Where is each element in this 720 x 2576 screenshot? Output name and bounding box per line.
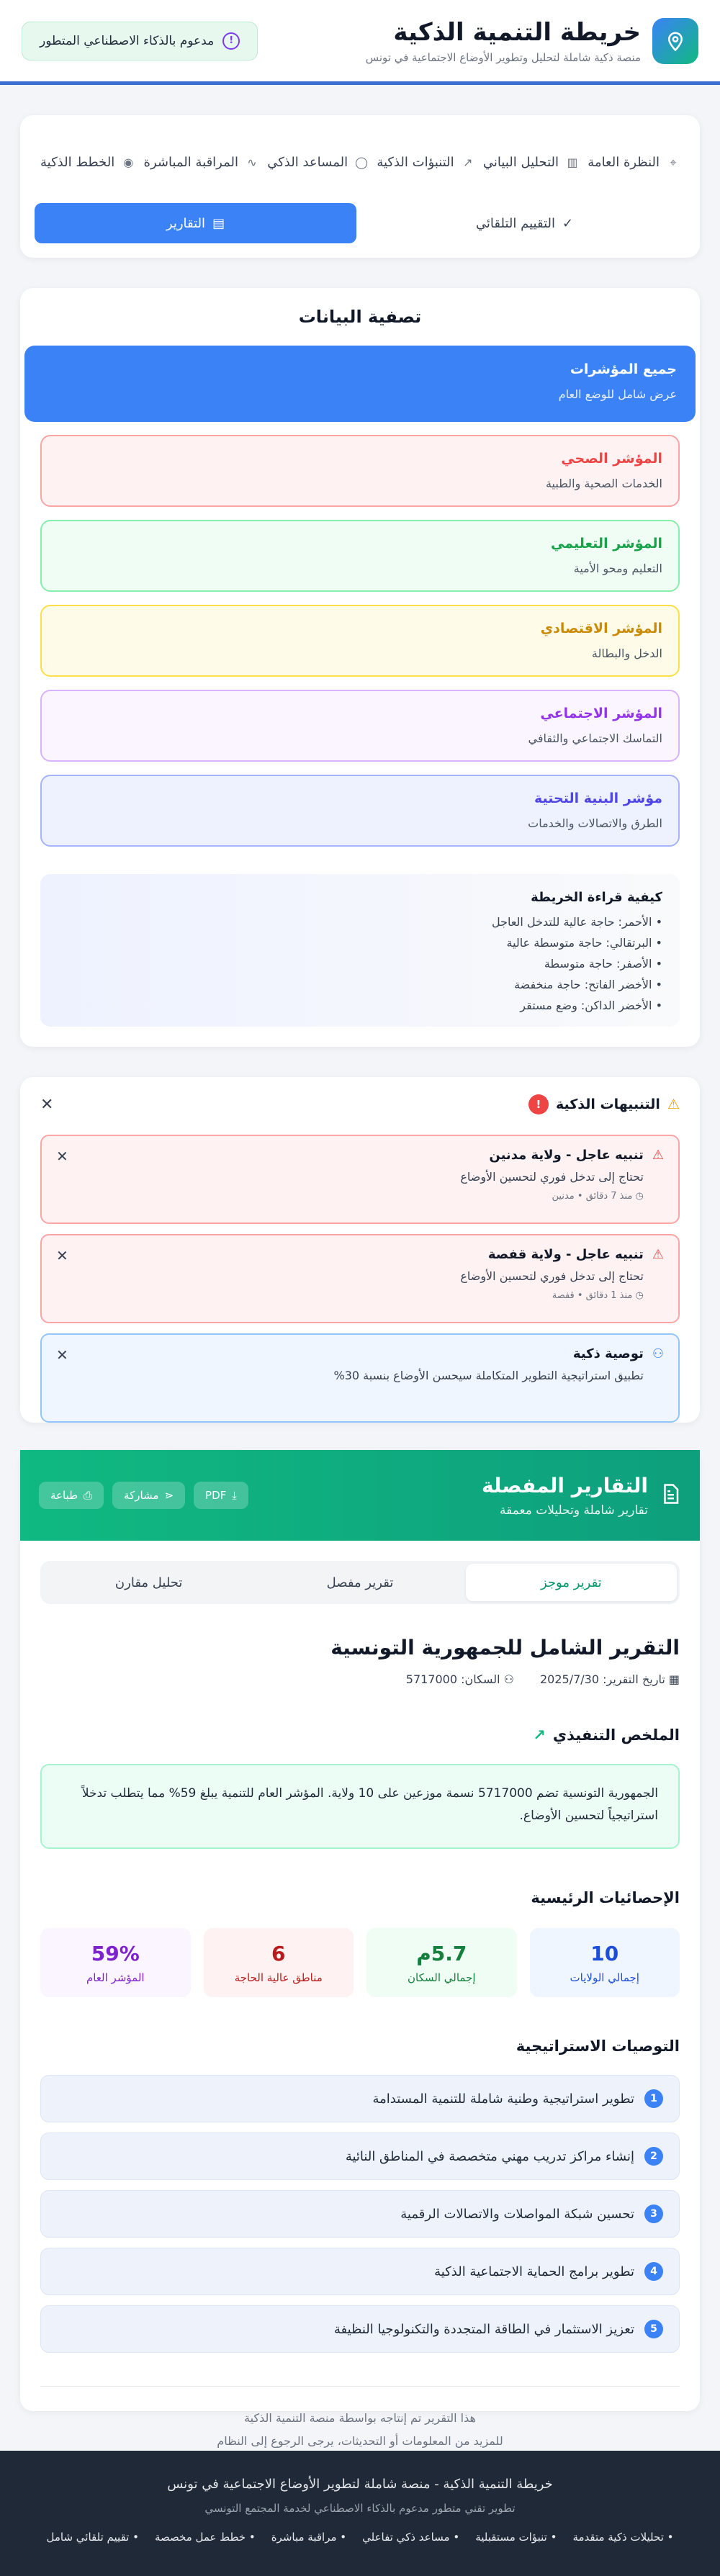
trend-icon: ↗ <box>462 155 473 169</box>
footer-features <box>0 2531 720 2544</box>
summary-title-label: الملخص التنفيذي <box>552 1726 680 1744</box>
stats-title: الإحصائيات الرئيسية <box>531 1889 680 1906</box>
filter-item-desc: الخدمات الصحية والطبية <box>545 477 662 490</box>
alert-desc: تحتاج إلى تدخل فوري لتحسين الأوضاع <box>460 1170 644 1184</box>
stat-value: 59% <box>91 1941 140 1965</box>
legend-item: • الأحمر: حاجة عالية للتدخل العاجل <box>491 915 662 929</box>
stat-label: المؤشر العام <box>86 1971 145 1984</box>
document-icon: ▤ <box>212 215 225 231</box>
report-date <box>540 1672 680 1686</box>
chat-icon: ◯ <box>355 155 369 169</box>
button-label: PDF <box>205 1489 227 1502</box>
report-title: التقارير المفصلة <box>481 1473 648 1498</box>
stat-card <box>204 1928 354 1997</box>
tab-predictions[interactable] <box>377 153 474 171</box>
target-icon: ◉ <box>123 155 134 169</box>
page-footer <box>0 2451 720 2576</box>
ai-badge-label: مدعوم بالذكاء الاصطناعي المتطور <box>40 33 215 48</box>
filter-item[interactable] <box>40 690 680 762</box>
reports-panel <box>20 1450 700 2448</box>
recommendation-item <box>40 2133 680 2180</box>
alerts-title <box>528 1094 680 1114</box>
stat-value: 10 <box>590 1941 619 1965</box>
filter-item[interactable] <box>40 520 680 592</box>
filter-item-desc: التعليم ومحو الأمية <box>573 562 662 575</box>
recommendation-item <box>40 2190 680 2238</box>
stat-label: مناطق عالية الحاجة <box>234 1971 323 1984</box>
alert-title: توصية ذكية <box>572 1346 644 1361</box>
warning-icon: ⚠ <box>652 1247 664 1262</box>
recommendations-title: التوصيات الاستراتيجية <box>516 2037 680 2055</box>
report-heading: التقرير الشامل للجمهورية التونسية <box>330 1636 680 1659</box>
alert-item[interactable] <box>40 1234 680 1323</box>
filter-item[interactable] <box>40 435 680 507</box>
tab-label: التقارير <box>166 215 206 231</box>
brand <box>366 18 698 64</box>
footer-feature: • مساعد ذكي تفاعلي <box>362 2531 460 2544</box>
close-icon[interactable]: ✕ <box>56 1346 68 1364</box>
stat-value: 6 <box>271 1941 286 1965</box>
filter-panel <box>20 288 700 1047</box>
filter-item-desc: التماسك الاجتماعي والثقافي <box>528 731 662 745</box>
check-circle-icon: ✓ <box>562 215 574 231</box>
app-subtitle: منصة ذكية شاملة لتحليل وتطوير الأوضاع الاجتماعية في تونس <box>365 50 641 64</box>
footer-feature: • خطط عمل مخصصة <box>154 2531 256 2544</box>
app-title: خريطة التنمية الذكية <box>393 17 641 47</box>
map-pin-icon <box>652 18 698 64</box>
report-tabs <box>40 1561 680 1604</box>
summary-title <box>40 1726 680 1744</box>
print-button[interactable] <box>39 1482 104 1509</box>
recommendation-text: تطوير برامج الحماية الاجتماعية الذكية <box>434 2264 634 2279</box>
tab-label: النظرة العامة <box>588 155 660 171</box>
clock-icon: ◷ <box>632 1290 644 1301</box>
recommendation-number: 5 <box>644 2320 663 2338</box>
recommendation-number: 3 <box>644 2205 663 2223</box>
filter-item-title: المؤشر الاجتماعي <box>540 706 662 721</box>
recommendation-number: 4 <box>644 2262 663 2281</box>
tab-assistant[interactable] <box>267 153 368 171</box>
calendar-icon: ▦ <box>665 1672 680 1686</box>
tab-monitoring[interactable] <box>144 153 258 171</box>
recommendation-number: 2 <box>644 2147 663 2166</box>
recommendation-text: تحسين شبكة المواصلات والاتصالات الرقمية <box>400 2206 634 2222</box>
button-label: طباعة <box>50 1489 78 1502</box>
recommendation-item <box>40 2305 680 2353</box>
tab-label: التقييم التلقائي <box>475 215 555 231</box>
executive-summary: الجمهورية التونسية تضم 5717000 نسمة موزعين على 10 ولاية. المؤشر العام للتنمية يبلغ 59% مما يتطلب تدخلاً استراتيجياً لتحسين الأوضاع. <box>40 1764 680 1849</box>
filter-item-desc: عرض شامل للوضع العام <box>558 387 677 401</box>
legend-item: • الأخضر الداكن: وضع مستقر <box>520 999 662 1012</box>
tab-plans[interactable] <box>40 153 135 171</box>
close-icon[interactable]: ✕ <box>40 1095 54 1114</box>
tab-reports[interactable] <box>35 203 356 243</box>
legend-title: كيفية قراءة الخريطة <box>531 890 662 905</box>
sparkle-icon: ! <box>222 32 240 50</box>
tab-label: التحليل البياني <box>482 155 559 171</box>
stat-value: 5.7م <box>416 1941 467 1965</box>
alert-meta <box>460 1290 644 1301</box>
warning-icon: ⚠ <box>652 1148 664 1163</box>
alert-item[interactable] <box>40 1135 680 1224</box>
warning-icon: ⚠ <box>667 1096 680 1112</box>
report-meta <box>40 1672 680 1686</box>
map-pin-icon: ⌖ <box>670 155 677 169</box>
report-footer-line: للمزيد من المعلومات أو التحديثات، يرجى الرجوع إلى النظام <box>217 2434 503 2448</box>
footer-title: خريطة التنمية الذكية - منصة شاملة لتطوير الأوضاع الاجتماعية في تونس <box>167 2477 553 2492</box>
footer-subtitle: تطوير تقني متطور مدعوم بالذكاء الاصطناعي لخدمة المجتمع التونسي <box>204 2502 516 2515</box>
main-nav <box>20 115 700 258</box>
alert-title: تنبيه عاجل - ولاية مدنين <box>489 1148 644 1163</box>
tab-brief-report[interactable]: تقرير موجز <box>466 1564 677 1601</box>
tab-comparative-analysis[interactable]: تحليل مقارن <box>114 1575 183 1590</box>
map-legend <box>40 874 680 1027</box>
tab-label: المراقبة المباشرة <box>143 155 238 171</box>
stat-label: إجمالي الولايات <box>570 1971 639 1984</box>
alert-meta-label: منذ 1 دقائق • قفصة <box>552 1290 633 1301</box>
alert-meta-label: منذ 7 دقائق • مدنين <box>552 1191 633 1202</box>
report-header <box>20 1450 700 1541</box>
smart-alerts-panel <box>20 1077 700 1423</box>
recommendation-item <box>40 2248 680 2295</box>
share-button[interactable] <box>112 1482 185 1509</box>
stat-card <box>366 1928 517 1997</box>
pdf-button[interactable] <box>194 1482 248 1509</box>
close-icon[interactable]: ✕ <box>56 1148 68 1165</box>
footer-feature: • تحليلات ذكية متقدمة <box>572 2531 674 2544</box>
users-icon: ⚇ <box>500 1672 514 1686</box>
filter-item-title: المؤشر الاقتصادي <box>540 621 662 636</box>
footer-feature: • مراقبة مباشرة <box>271 2531 347 2544</box>
download-icon: ⤓ <box>232 1489 237 1502</box>
report-population <box>406 1672 514 1686</box>
recommendation-text: إنشاء مراكز تدريب مهني متخصصة في المناطق النائية <box>345 2148 634 2164</box>
users-icon: ⚇ <box>652 1346 664 1361</box>
close-icon[interactable]: ✕ <box>56 1247 68 1264</box>
bar-chart-icon: ▥ <box>567 155 578 169</box>
share-icon: ⋖ <box>164 1489 174 1502</box>
stat-card <box>530 1928 680 1997</box>
filter-title: تصفية البيانات <box>298 307 422 327</box>
alert-item[interactable] <box>40 1333 680 1423</box>
filter-item-title: جميع المؤشرات <box>570 361 677 377</box>
filter-item-desc: الدخل والبطالة <box>591 647 662 660</box>
legend-item: • الأخضر الفاتح: حاجة منخفضة <box>514 978 662 991</box>
report-subtitle: تقارير شاملة وتحليلات معمقة <box>500 1503 648 1518</box>
recommendation-text: تطوير استراتيجية وطنية شاملة للتنمية المستدامة <box>372 2091 634 2107</box>
report-footer <box>40 2386 680 2453</box>
footer-feature: • تقييم تلقائي شامل <box>46 2531 139 2544</box>
app-header <box>0 0 720 85</box>
alerts-title-label: التنبيهات الذكية <box>555 1096 660 1112</box>
printer-icon: ⎙ <box>84 1489 93 1502</box>
stats-grid <box>40 1928 680 1997</box>
document-icon <box>660 1483 681 1508</box>
ai-badge <box>22 22 258 60</box>
footer-feature: • تنبؤات مستقبلية <box>475 2531 557 2544</box>
recommendation-item <box>40 2075 680 2122</box>
button-label: مشاركة <box>124 1489 159 1502</box>
tab-label: الخطط الذكية <box>40 155 115 171</box>
report-footer-line: هذا التقرير تم إنتاجه بواسطة منصة التنمية الذكية <box>244 2411 476 2425</box>
alerts-count-badge: ! <box>528 1094 549 1114</box>
tab-overview[interactable] <box>588 153 680 171</box>
alerts-list[interactable] <box>40 1135 680 1391</box>
alerts-scrollbar[interactable] <box>672 1102 680 1349</box>
pulse-icon: ∿ <box>247 155 257 169</box>
filter-item[interactable] <box>40 605 680 677</box>
filter-all-indicators[interactable] <box>24 346 696 422</box>
stat-label: إجمالي السكان <box>408 1971 476 1984</box>
alert-title: تنبيه عاجل - ولاية قفصة <box>487 1247 644 1262</box>
filter-item-title: المؤشر التعليمي <box>550 536 662 551</box>
stat-card <box>40 1928 191 1997</box>
tab-label: المساعد الذكي <box>267 155 348 171</box>
alert-desc: تطبيق استراتيجية التطوير المتكاملة سيحسن الأوضاع بنسبة 30% <box>333 1369 644 1382</box>
legend-item: • الأصفر: حاجة متوسطة <box>544 957 662 970</box>
filter-item[interactable] <box>40 775 680 847</box>
recommendations-list <box>40 2075 680 2353</box>
filter-item-title: المؤشر الصحي <box>561 451 662 467</box>
legend-item: • البرتقالي: حاجة متوسطة عالية <box>506 936 662 950</box>
filter-item-desc: الطرق والاتصالات والخدمات <box>528 816 662 830</box>
clock-icon: ◷ <box>632 1191 644 1202</box>
tab-auto-evaluation[interactable] <box>364 203 685 243</box>
alert-meta <box>460 1191 644 1202</box>
trend-icon: ↗ <box>533 1726 546 1744</box>
report-date-label: تاريخ التقرير: 2025/7/30 <box>540 1672 665 1686</box>
tab-label: التنبؤات الذكية <box>377 155 454 171</box>
tab-detailed-report[interactable]: تقرير مفصل <box>326 1575 394 1590</box>
alert-desc: تحتاج إلى تدخل فوري لتحسين الأوضاع <box>460 1269 644 1283</box>
recommendation-number: 1 <box>644 2089 663 2108</box>
recommendation-text: تعزيز الاستثمار في الطاقة المتجددة والتكنولوجيا النظيفة <box>333 2321 634 2337</box>
report-population-label: السكان: 5717000 <box>405 1672 500 1686</box>
filter-item-title: مؤشر البنية التحتية <box>534 791 662 806</box>
tab-charts[interactable] <box>483 153 579 171</box>
